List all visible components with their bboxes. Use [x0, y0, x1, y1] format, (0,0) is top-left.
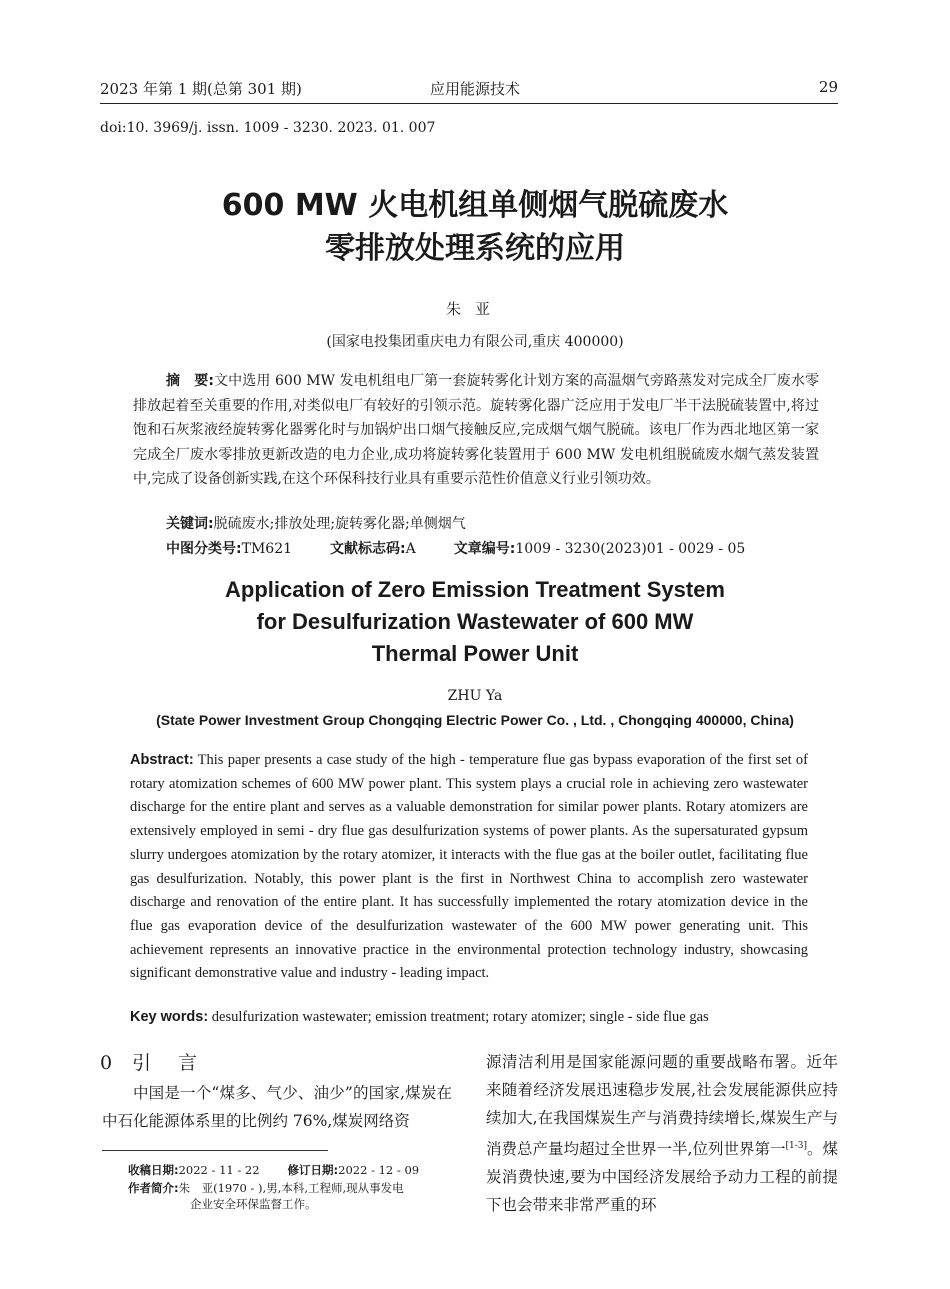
title-cn-line2: 零排放处理系统的应用 — [325, 231, 625, 266]
header-journal: 应用能源技术 — [429, 80, 520, 98]
classification-line — [166, 538, 745, 558]
doi: doi:10. 3969/j. issn. 1009 - 3230. 2023. 01. 007 — [100, 120, 436, 136]
article-number-value: 1009 - 3230(2023)01 - 0029 - 05 — [515, 541, 746, 557]
author-bio-value: 朱 亚(1970 - ),男,本科,工程师,现从事发电 — [178, 1181, 404, 1195]
footnote-author — [128, 1180, 458, 1212]
author-cn: 朱亚 — [445, 300, 504, 318]
body-right-text-1: 源清洁利用是国家能源问题的重要战略布署。近年来随着经济发展迅速稳步发展,社会发展能源供应持续加大,在我国煤炭生产与消费持续增长,煤炭生产与消费总产量均超过全世界一半,位列世界第一 — [486, 1053, 838, 1159]
author-bio-value-cont: 企业安全环保监督工作。 — [190, 1197, 317, 1211]
body-left-column: 中国是一个“煤多、气少、油少”的国家,煤炭在中石化能源体系里的比例约 76%,煤炭网络资 — [102, 1084, 452, 1130]
clc-value: TM621 — [241, 541, 293, 557]
received-label: 收稿日期: — [128, 1163, 179, 1177]
received-value: 2022 - 11 - 22 — [178, 1163, 260, 1177]
doc-code-label: 文献标志码: — [330, 541, 406, 557]
section-heading — [100, 1048, 197, 1075]
abstract-cn-text: 文中选用 600 MW 发电机组电厂第一套旋转雾化计划方案的高温烟气旁路蒸发对完成全厂废水零排放起着至关重要的作用,对类似电厂有较好的引领示范。旋转雾化器广泛应用于发电厂半干法脱硫装置中,将过饱和石灰浆液经旋转雾化器雾化时与加锅炉出口烟气接触反应,完成烟气烟气脱硫。该电厂作为西北地区第一家完成全厂废水零排放更新改造的电力企业,成功将旋转雾化装置用于 600 MW 发电机组脱硫废水烟气蒸发装置中,完成了设备创新实践,在这个环保科技行业具有重要示范性价值意义行业引领功效。 — [133, 373, 819, 487]
footnote-dates — [128, 1162, 419, 1178]
citation-ref[interactable]: [1-3] — [785, 1141, 807, 1151]
author-bio-label: 作者简介: — [128, 1181, 179, 1195]
title-cn-line1: 600 MW 火电机组单侧烟气脱硫废水 — [221, 188, 729, 223]
keywords-cn-label: 关键词: — [166, 516, 214, 532]
abstract-en-text: This paper presents a case study of the high - temperature flue gas bypass evaporation of the first set of rotary atomization schemes of 600 MW power plant. This system plays a crucial role in achieving zero wastewater discharge for the entire plant and serves as a valuable demonstration for similar power plants. Rotary atomizers are extensively employed in semi - dry flue gas desulfurization systems of power plants. As the supersaturated gypsum slurry undergoes atomization by the rotary atomizer, it interacts with the flue gas at the boiler outlet, facilitating flue gas desulfurization. Notably, this power plant is the first in Northwest China to accomplish zero wastewater discharge and renovation of the entire plant. It has successfully implemented the rotary atomization device in the flue gas evaporation device of the desulfurization wastewater of the 600 MW power generating unit. This achievement represents an innovative practice in the environmental protection technology industry, showcasing significant demonstrative value and industry - leading impact. — [130, 752, 808, 982]
header-rule — [100, 103, 838, 104]
doc-code-value: A — [405, 541, 416, 557]
keywords-cn — [166, 513, 466, 533]
footnote-rule — [102, 1150, 328, 1151]
clc-label: 中图分类号: — [166, 541, 242, 557]
section-title-char2: 言 — [178, 1052, 198, 1074]
header-page-number: 29 — [818, 78, 838, 96]
header-issue: 2023 年第 1 期(总第 301 期) — [100, 80, 302, 98]
title-en-line1: Application of Zero Emission Treatment System — [225, 577, 725, 602]
title-en-line3: Thermal Power Unit — [371, 641, 579, 666]
body-right-text-2: 。煤炭消费快速,要为中国经济发展给予动力工程的前提下也会带来非常严重的环 — [486, 1140, 838, 1215]
abstract-cn-label: 摘 要: — [166, 373, 214, 389]
section-number: 0 — [100, 1052, 113, 1074]
body-right-column — [486, 1048, 838, 1219]
revised-label: 修订日期: — [287, 1163, 339, 1177]
keywords-en-text: desulfurization wastewater; emission treatment; rotary atomizer; single - side flue gas — [211, 1009, 709, 1025]
article-number-label: 文章编号: — [453, 541, 516, 557]
section-title-char1: 引 — [132, 1052, 152, 1074]
title-en-line2: for Desulfurization Wastewater of 600 MW — [256, 609, 694, 634]
author-en: ZHU Ya — [447, 688, 503, 704]
keywords-en-label: Key words: — [130, 1009, 209, 1025]
revised-value: 2022 - 12 - 09 — [338, 1163, 420, 1177]
keywords-cn-text: 脱硫废水;排放处理;旋转雾化器;单侧烟气 — [213, 516, 466, 532]
affiliation-en: (State Power Investment Group Chongqing Electric Power Co. , Ltd. , Chongqing 400000, China) — [156, 712, 794, 728]
abstract-cn — [133, 369, 819, 492]
affiliation-cn: (国家电投集团重庆电力有限公司,重庆 400000) — [326, 334, 624, 350]
abstract-en — [130, 749, 808, 986]
abstract-en-label: Abstract: — [130, 752, 194, 768]
keywords-en — [130, 1009, 709, 1026]
